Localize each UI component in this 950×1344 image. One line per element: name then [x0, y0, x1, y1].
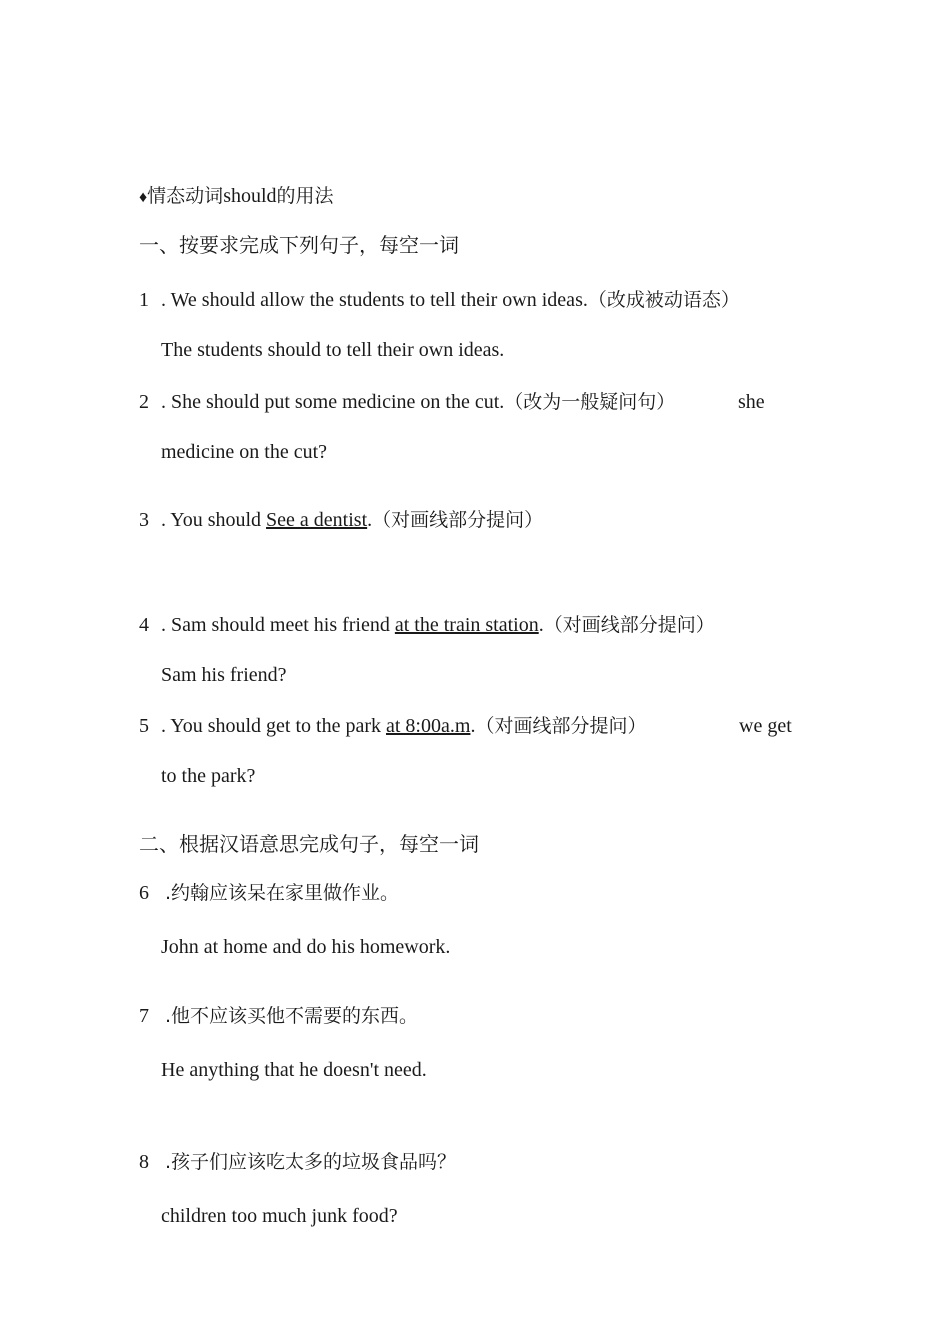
- question-prompt: .孩子们应该吃太多的垃圾食品吗？: [165, 1151, 457, 1173]
- underlined-phrase: See a dentist: [266, 509, 368, 531]
- question-text-after: .: [470, 715, 476, 737]
- section1-heading: 一、按要求完成下列句子，每空一词: [139, 233, 459, 257]
- question-2-tail: she: [738, 391, 765, 413]
- question-5-tail: we get: [739, 715, 792, 737]
- answer-line-5: to the park?: [161, 765, 256, 787]
- question-text-before: . You should get to the park: [161, 715, 386, 737]
- question-3: [139, 508, 543, 532]
- question-number: 8: [139, 1151, 149, 1173]
- underlined-phrase: at the train station: [394, 614, 539, 636]
- question-instruction: （改成被动语态）: [587, 289, 740, 311]
- question-instruction: （对画线部分提问）: [475, 715, 647, 737]
- answer-line-6: John at home and do his homework.: [161, 936, 451, 958]
- question-2: [139, 390, 675, 414]
- question-text-before: . Sam should meet his friend: [161, 614, 395, 636]
- question-instruction: （改为一般疑问句）: [504, 391, 676, 413]
- question-prompt: .他不应该买他不需要的东西。: [165, 1005, 419, 1027]
- question-1: [139, 288, 740, 312]
- question-8: [139, 1150, 456, 1174]
- answer-line-7: He anything that he doesn't need.: [161, 1059, 427, 1081]
- diamond-bullet-icon: ♦: [139, 189, 148, 206]
- question-number: 6: [139, 882, 149, 904]
- question-7: [139, 1004, 418, 1028]
- title-suffix: 的用法: [276, 185, 334, 207]
- question-instruction: （对画线部分提问）: [543, 614, 715, 636]
- title-prefix: 情态动词: [147, 185, 224, 207]
- answer-line-8: children too much junk food?: [161, 1205, 398, 1227]
- page-title: [139, 184, 334, 210]
- question-text: . She should put some medicine on the cut.: [161, 391, 505, 413]
- question-text-after: .: [367, 509, 373, 531]
- underlined-phrase: at 8:00a.m: [386, 715, 471, 737]
- question-number: 7: [139, 1005, 149, 1027]
- question-text-before: . You should: [161, 509, 267, 531]
- question-number: 4: [139, 614, 149, 636]
- answer-line-2: medicine on the cut?: [161, 441, 328, 463]
- question-instruction: （对画线部分提问）: [372, 509, 544, 531]
- question-5: [139, 714, 646, 738]
- section2-heading: 二、根据汉语意思完成句子，每空一词: [139, 832, 479, 856]
- answer-line-4: Sam his friend?: [161, 664, 287, 686]
- question-number: 1: [139, 289, 149, 311]
- answer-line-1: The students should to tell their own ideas.: [161, 339, 505, 361]
- question-prompt: .约翰应该呆在家里做作业。: [165, 882, 400, 904]
- title-keyword: should: [223, 185, 277, 207]
- question-text-after: .: [538, 614, 544, 636]
- question-number: 5: [139, 715, 149, 737]
- question-number: 2: [139, 391, 149, 413]
- question-number: 3: [139, 509, 149, 531]
- question-text: . We should allow the students to tell their own ideas.: [161, 289, 588, 311]
- question-6: [139, 881, 399, 905]
- question-4: [139, 613, 715, 637]
